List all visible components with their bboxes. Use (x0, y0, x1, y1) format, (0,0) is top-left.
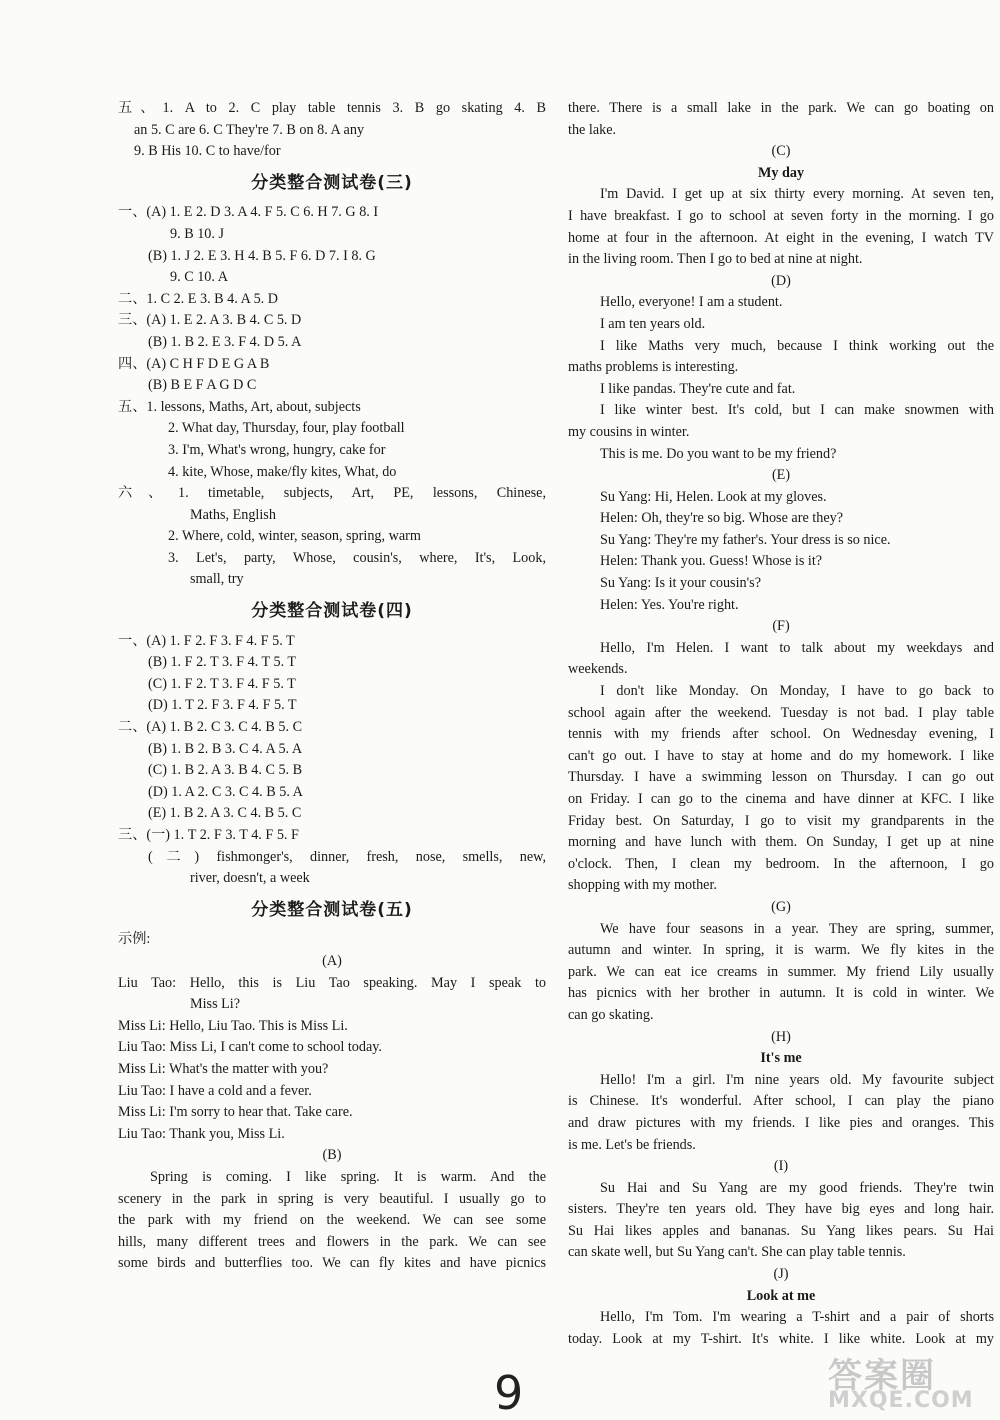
text-line: (A) (322, 952, 342, 969)
section-heading: 分类整合测试卷(四) (251, 601, 413, 622)
text-line: 一、(A) 1. F 2. F 3. F 4. F 5. T (118, 632, 295, 649)
text-line: (C) 1. B 2. A 3. B 4. C 5. B (148, 762, 303, 779)
text-line: Helen: Yes. You're right. (600, 596, 739, 613)
text-line: We have four seasons in a year. They are spring, summer, (600, 920, 994, 937)
text-line: My day (757, 164, 805, 181)
text-line: 五、1. lessons, Maths, Art, about, subjects (118, 398, 361, 415)
text-line: I have breakfast. I go to school at seven forty in the morning. I go (568, 207, 994, 224)
section-heading: 分类整合测试卷(五) (251, 899, 413, 920)
text-line: (B) 1. J 2. E 3. H 4. B 5. F 6. D 7. I 8. G (148, 247, 376, 264)
text-line: 三、(一) 1. T 2. F 3. T 4. F 5. F (118, 827, 299, 843)
text-line: home at four in the afternoon. At eight in the evening, I watch TV (568, 229, 994, 246)
text-line: 五、1. A to 2. C play table tennis 3. B go skating 4. B (118, 100, 546, 116)
text-line: Hello, I'm Tom. I'm wearing a T-shirt and a pair of shorts (600, 1309, 994, 1326)
text-line: Hello, everyone! I am a student. (600, 294, 783, 311)
text-line: (D) (771, 272, 791, 289)
text-line: 四、(A) C H F D E G A B (118, 355, 270, 372)
text-line: Miss Li: What's the matter with you? (118, 1060, 329, 1077)
text-line: river, doesn't, a week (190, 870, 310, 887)
text-line: 二、(A) 1. B 2. C 3. C 4. B 5. C (118, 719, 303, 736)
text-line: 三、(A) 1. E 2. A 3. B 4. C 5. D (118, 312, 302, 329)
watermark-main-text: 答案圈 (828, 1356, 936, 1396)
text-line: some birds and butterflies too. We can fly kites and have picnics (118, 1255, 546, 1272)
page-number: 9 (494, 1366, 524, 1420)
text-line: Su Hai likes apples and bananas. Su Yang likes pears. Su Hai (568, 1222, 994, 1239)
text-line: (G) (771, 898, 791, 915)
text-line: Look at me (746, 1287, 816, 1304)
text-line: Miss Li? (190, 996, 241, 1013)
text-line: Liu Tao: I have a cold and a fever. (118, 1082, 312, 1099)
text-line: (二) fishmonger's, dinner, fresh, nose, smells, new, (148, 848, 546, 865)
text-line: Su Yang: Is it your cousin's? (600, 575, 761, 592)
text-line: (F) (772, 618, 790, 635)
text-line: Helen: Thank you. Guess! Whose is it? (600, 553, 823, 570)
text-line: Thursday. I have a swimming lesson on Thursday. I can go out (568, 769, 994, 786)
text-line: 9. C 10. A (170, 269, 228, 286)
text-line: (E) 1. B 2. A 3. C 4. B 5. C (148, 805, 302, 822)
text-line: (B) B E F A G D C (148, 377, 257, 394)
text-line: today. Look at my T-shirt. It's white. I like white. Look at my (568, 1330, 994, 1347)
text-line: (B) 1. B 2. B 3. C 4. A 5. A (148, 740, 303, 757)
text-line: Hello! I'm a girl. I'm nine years old. My favourite subject (600, 1071, 994, 1088)
text-line: This is me. Do you want to be my friend? (600, 445, 837, 462)
text-line: Maths, English (190, 506, 276, 523)
text-line: 3. Let's, party, Whose, cousin's, where, It's, Look, (168, 549, 546, 566)
text-line: on Friday. I can go to the cinema and have dinner at KFC. I like (568, 791, 994, 807)
text-line: It's me (760, 1050, 802, 1067)
text-line: Spring is coming. I like spring. It is warm. And the (150, 1168, 546, 1185)
text-line: and draw pictures with my friends. I like pies and oranges. This (568, 1114, 994, 1131)
text-line: can go skating. (568, 1006, 654, 1023)
text-line: there. There is a small lake in the park. We can go boating on (568, 100, 994, 116)
text-line: 示例: (118, 931, 151, 948)
text-line: (E) (771, 467, 791, 484)
text-line: Miss Li: I'm sorry to hear that. Take care. (118, 1104, 353, 1121)
text-line: 六、1. timetable, subjects, Art, PE, lessons, Chinese, (118, 485, 546, 502)
text-line: can't go out. I have to stay at home and do my homework. I like (568, 747, 994, 764)
text-line: 2. Where, cold, winter, season, spring, warm (168, 528, 421, 545)
text-line: Hello, I'm Helen. I want to talk about my weekdays and (600, 639, 994, 656)
text-line: I like Maths very much, because I think working out the (600, 337, 994, 354)
text-line: (C) 1. F 2. T 3. F 4. F 5. T (148, 675, 296, 692)
text-line: I don't like Monday. On Monday, I have to go back to (600, 683, 994, 700)
text-line: sisters. They're ten years old. They have big eyes and long hair. (568, 1201, 994, 1218)
text-line: the park with my friend on the weekend. We can see some (118, 1212, 546, 1229)
text-line: I'm David. I get up at six thirty every morning. At seven ten, (600, 186, 994, 203)
text-line: o'clock. Then, I clean my bedroom. In the afternoon, I go (568, 855, 994, 872)
section-heading: 分类整合测试卷(三) (251, 172, 413, 193)
text-line: Su Yang: They're my father's. Your dress is so nice. (600, 531, 891, 548)
text-line: Helen: Oh, they're so big. Whose are they? (600, 510, 844, 527)
text-line: (D) 1. A 2. C 3. C 4. B 5. A (148, 783, 303, 800)
text-line: school again after the weekend. Tuesday is not bad. I play table (568, 704, 994, 721)
text-line: Su Yang: Hi, Helen. Look at my gloves. (600, 488, 827, 505)
watermark-logo (808, 1348, 998, 1414)
text-line: shopping with my mother. (568, 877, 717, 894)
text-line: is me. Let's be friends. (568, 1136, 696, 1153)
text-line: (I) (773, 1158, 789, 1175)
text-line: I like winter best. It's cold, but I can make snowmen with (600, 402, 994, 419)
text-line: in the living room. Then I go to bed at nine at night. (568, 251, 863, 268)
text-line: can skate well, but Su Yang can't. She can play table tennis. (568, 1244, 906, 1261)
text-line: 2. What day, Thursday, four, play football (168, 420, 405, 437)
text-line: weekends. (568, 661, 628, 678)
text-line: (J) (773, 1266, 789, 1283)
text-line: 二、1. C 2. E 3. B 4. A 5. D (118, 290, 279, 307)
text-line: Friday best. On Saturday, I go to visit my grandparents in the (568, 812, 994, 829)
text-line: Liu Tao: Hello, this is Liu Tao speaking. May I speak to (118, 974, 546, 991)
text-line: park. We can eat ice creams in summer. My friend Lily usually (568, 963, 994, 980)
text-line: I like pandas. They're cute and fat. (600, 380, 796, 397)
text-line: has picnics with her brother in autumn. It is cold in winter. We (568, 985, 994, 1002)
text-line: (D) 1. T 2. F 3. F 4. F 5. T (148, 697, 297, 714)
text-line: is Chinese. It's wonderful. After school, I can play the piano (568, 1093, 994, 1110)
right-column (568, 98, 994, 1350)
text-line: scenery in the park in spring is very beautiful. I usually go to (118, 1190, 546, 1207)
text-line: I am ten years old. (600, 315, 706, 332)
text-line: Liu Tao: Thank you, Miss Li. (118, 1125, 285, 1142)
text-line: 3. I'm, What's wrong, hungry, cake for (168, 441, 386, 458)
text-line: hills, many different trees and flowers in the park. We can see (118, 1233, 546, 1250)
text-line: 9. B 10. J (170, 225, 224, 242)
text-line: 一、(A) 1. E 2. D 3. A 4. F 5. C 6. H 7. G 8. I (118, 204, 379, 221)
text-line: (B) 1. B 2. E 3. F 4. D 5. A (148, 333, 302, 350)
text-line: my cousins in winter. (568, 423, 690, 440)
text-line: maths problems is interesting. (568, 359, 739, 376)
text-line: (B) 1. F 2. T 3. F 4. T 5. T (148, 654, 297, 671)
left-column (118, 98, 546, 1275)
text-line: Miss Li: Hello, Liu Tao. This is Miss Li. (118, 1017, 348, 1034)
text-line: Liu Tao: Miss Li, I can't come to school today. (118, 1039, 382, 1056)
text-line: morning and have lunch with them. On Sunday, I get up at nine (568, 834, 994, 851)
text-line: (H) (771, 1028, 791, 1045)
text-line: (B) (322, 1147, 342, 1164)
text-line: small, try (190, 571, 244, 588)
text-line: an 5. C are 6. C They're 7. B on 8. A any (134, 121, 365, 138)
text-line: tennis with my friends after school. On Wednesday evening, I (568, 726, 994, 743)
text-line: the lake. (568, 121, 617, 138)
text-line: autumn and winter. In spring, it is warm. We fly kites in the (568, 942, 994, 959)
text-line: (C) (771, 143, 791, 160)
text-line: Su Hai and Su Yang are my good friends. They're twin (600, 1179, 994, 1196)
text-line: 9. B His 10. C to have/for (134, 143, 281, 160)
text-line: 4. kite, Whose, make/fly kites, What, do (168, 463, 397, 480)
watermark-sub-text: MXQE.COM (828, 1388, 974, 1413)
